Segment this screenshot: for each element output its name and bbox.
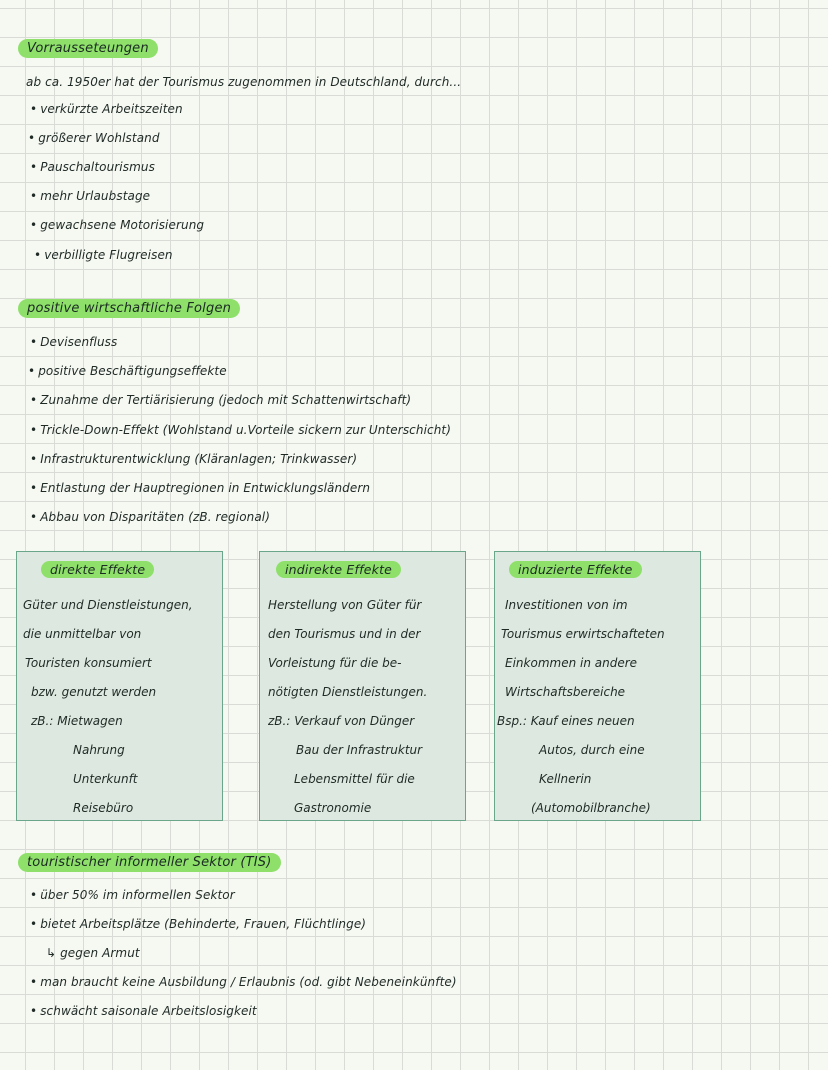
list-item: • mehr Urlaubstage xyxy=(30,189,150,203)
box-line: Tourismus erwirtschafteten xyxy=(501,627,665,641)
list-item: • man braucht keine Ausbildung / Erlaubnis (od. gibt Nebeneinkünfte) xyxy=(30,975,457,989)
box-line: zB.: Mietwagen xyxy=(31,714,123,728)
box-direct-effects xyxy=(16,551,223,821)
box-line: Autos, durch eine xyxy=(539,743,645,757)
box-line: Herstellung von Güter für xyxy=(268,598,422,612)
list-item: • gewachsene Motorisierung xyxy=(30,218,204,232)
box-line: Unterkunft xyxy=(73,772,138,786)
box-title-induced: induzierte Effekte xyxy=(509,561,642,578)
box-line: Lebensmittel für die xyxy=(294,772,415,786)
list-item-sub: ↳ gegen Armut xyxy=(46,946,140,960)
box-line: Wirtschaftsbereiche xyxy=(505,685,626,699)
box-induced-effects xyxy=(494,551,701,821)
list-item: • verkürzte Arbeitszeiten xyxy=(30,102,183,116)
box-line: den Tourismus und in der xyxy=(268,627,421,641)
list-item: • Abbau von Disparitäten (zB. regional) xyxy=(30,510,270,524)
list-item: • positive Beschäftigungseffekte xyxy=(28,364,227,378)
box-line: nötigten Dienstleistungen. xyxy=(268,685,428,699)
list-item: • Trickle-Down-Effekt (Wohlstand u.Vorteile sickern zur Unterschicht) xyxy=(30,423,451,437)
box-line: Gastronomie xyxy=(294,801,372,815)
box-indirect-effects xyxy=(259,551,466,821)
box-title-direct: direkte Effekte xyxy=(41,561,154,578)
list-item: • Entlastung der Hauptregionen in Entwicklungsländern xyxy=(30,481,370,495)
box-line: Bsp.: Kauf eines neuen xyxy=(497,714,635,728)
box-line: Nahrung xyxy=(73,743,125,757)
box-line: Reisebüro xyxy=(73,801,134,815)
box-line: Kellnerin xyxy=(539,772,592,786)
heading-voraussetzungen: Vorrausseteungen xyxy=(18,39,158,58)
list-item: • Zunahme der Tertiärisierung (jedoch mit Schattenwirtschaft) xyxy=(30,393,411,407)
list-item: • über 50% im informellen Sektor xyxy=(30,888,235,902)
box-line: Güter und Dienstleistungen, xyxy=(23,598,193,612)
box-line: bzw. genutzt werden xyxy=(31,685,157,699)
box-line: Einkommen in andere xyxy=(505,656,638,670)
list-item: • verbilligte Flugreisen xyxy=(34,248,173,262)
box-line: Touristen konsumiert xyxy=(25,656,152,670)
box-title-indirect: indirekte Effekte xyxy=(276,561,401,578)
box-line: die unmittelbar von xyxy=(23,627,142,641)
list-item: • Pauschaltourismus xyxy=(30,160,155,174)
box-line: zB.: Verkauf von Dünger xyxy=(268,714,415,728)
box-line: Vorleistung für die be- xyxy=(268,656,402,670)
box-line: Investitionen von im xyxy=(505,598,628,612)
list-item: • größerer Wohlstand xyxy=(28,131,160,145)
list-item: • Devisenfluss xyxy=(30,335,117,349)
list-item: • Infrastrukturentwicklung (Kläranlagen; Trinkwasser) xyxy=(30,452,357,466)
box-line: Bau der Infrastruktur xyxy=(296,743,423,757)
heading-tis: touristischer informeller Sektor (TIS) xyxy=(18,853,281,872)
list-item: • bietet Arbeitsplätze (Behinderte, Frauen, Flüchtlinge) xyxy=(30,917,366,931)
box-line: (Automobilbranche) xyxy=(531,801,651,815)
intro-text: ab ca. 1950er hat der Tourismus zugenommen in Deutschland, durch... xyxy=(26,75,462,89)
list-item: • schwächt saisonale Arbeitslosigkeit xyxy=(30,1004,257,1018)
heading-positive-folgen: positive wirtschaftliche Folgen xyxy=(18,299,240,318)
